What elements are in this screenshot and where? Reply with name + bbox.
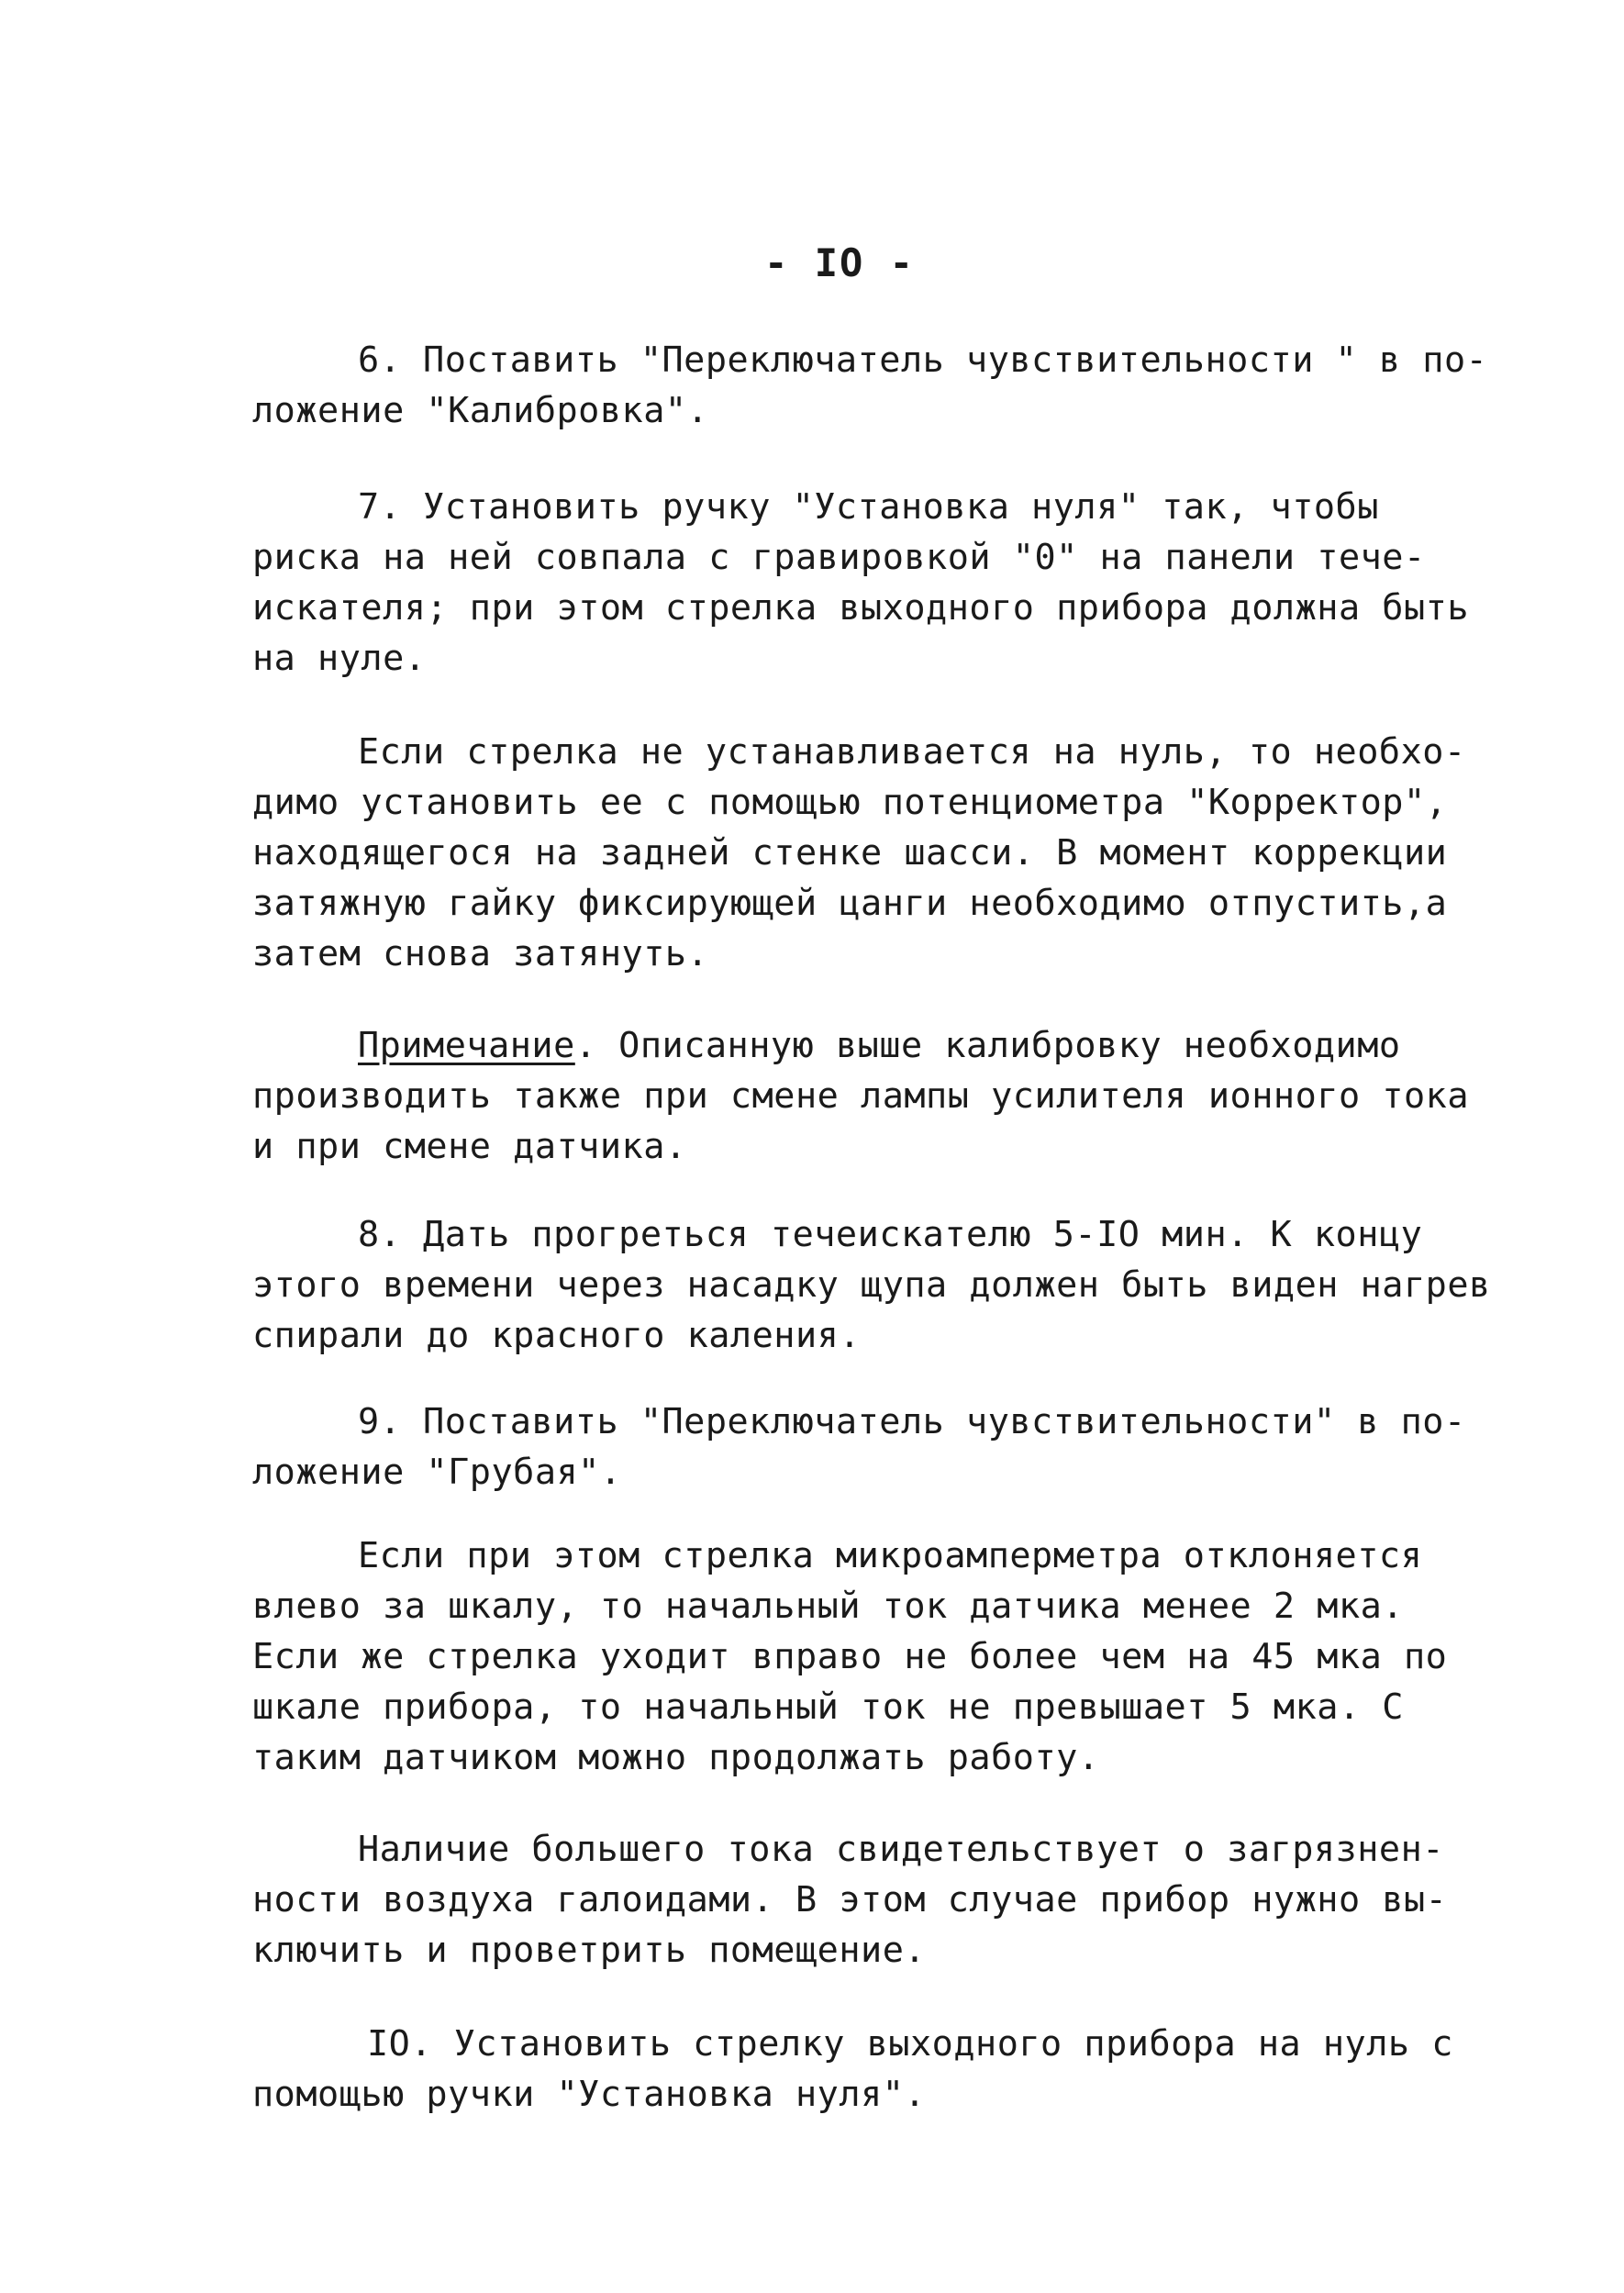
page-number: - IO - [764, 240, 915, 285]
paragraph-7b-line-3: находящегося на задней стенке шасси. В момент коррекции [252, 832, 1448, 874]
paragraph-9-line-2: ложение "Грубая". [252, 1452, 622, 1493]
paragraph-9b-line-1: Если при этом стрелка микроамперметра отклоняется [358, 1535, 1423, 1576]
paragraph-7-line-2: риска на ней совпала с гравировкой "0" на панели тече- [252, 537, 1426, 578]
paragraph-8-line-3: спирали до красного каления. [252, 1315, 862, 1356]
paragraph-9b-line-4: шкале прибора, то начальный ток не превышает 5 мка. С [252, 1686, 1404, 1728]
paragraph-9c-line-1: Наличие большего тока свидетельствует о загрязнен- [358, 1829, 1444, 1870]
paragraph-9b-line-3: Если же стрелка уходит вправо не более чем на 45 мка по [252, 1636, 1448, 1677]
paragraph-7-continuation [252, 727, 1482, 979]
paragraph-7 [252, 482, 1482, 684]
paragraph-9c-line-3: ключить и проветрить помещение. [252, 1930, 927, 1971]
paragraph-10-line-1: IO. Установить стрелку выходного прибора на нуль с [367, 2023, 1453, 2065]
paragraph-7b-line-4: затяжную гайку фиксирующей цанги необходимо отпустить,а [252, 883, 1448, 924]
note-label: Примечание [358, 1025, 575, 1066]
paragraph-9-second-continuation [252, 1824, 1482, 1976]
paragraph-8-line-1: 8. Дать прогреться течеискателю 5-IO мин. К концу [358, 1214, 1423, 1255]
paragraph-7-line-4: на нуле. [252, 638, 427, 679]
paragraph-9b-line-2: влево за шкалу, то начальный ток датчика менее 2 мка. [252, 1586, 1404, 1627]
note-line-1 [252, 1020, 1482, 1071]
paragraph-6-line-1: 6. Поставить "Переключатель чувствительности " в по- [358, 339, 1488, 381]
note-line-3: и при смене датчика. [252, 1126, 687, 1167]
paragraph-9-line-1: 9. Поставить "Переключатель чувствительности" в по- [358, 1401, 1466, 1442]
paragraph-7b-line-2: димо установить ее с помощью потенциометра "Корректор", [252, 782, 1448, 823]
note-line-2: производить также при смене лампы усилителя ионного тока [252, 1075, 1470, 1117]
paragraph-10 [252, 2019, 1482, 2120]
paragraph-7b-line-5: затем снова затянуть. [252, 933, 709, 974]
paragraph-8 [252, 1209, 1491, 1361]
paragraph-7b-line-1: Если стрелка не устанавливается на нуль, то необхо- [358, 731, 1466, 773]
paragraph-7-line-1: 7. Установить ручку "Установка нуля" так, чтобы [358, 486, 1379, 528]
paragraph-9 [252, 1397, 1482, 1497]
paragraph-7-line-3: искателя; при этом стрелка выходного прибора должна быть [252, 587, 1470, 629]
paragraph-9c-line-2: ности воздуха галоидами. В этом случае прибор нужно вы- [252, 1879, 1448, 1920]
paragraph-9-continuation [252, 1531, 1482, 1783]
paragraph-9b-line-5: таким датчиком можно продолжать работу. [252, 1737, 1100, 1778]
paragraph-8-line-2: этого времени через насадку щупа должен быть виден нагрев [252, 1264, 1491, 1306]
paragraph-10-line-2: помощью ручки "Установка нуля". [252, 2074, 927, 2115]
note-line-1-rest: . Описанную выше калибровку необходимо [574, 1025, 1401, 1066]
paragraph-6-line-2: ложение "Калибровка". [252, 390, 709, 431]
paragraph-6 [252, 335, 1488, 436]
note-paragraph [252, 1020, 1482, 1172]
